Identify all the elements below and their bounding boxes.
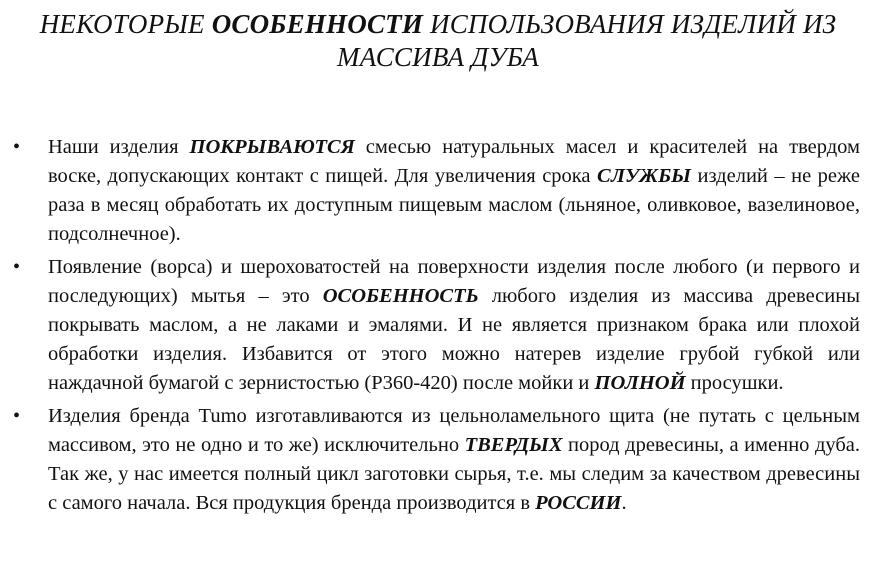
bullet-icon: • bbox=[13, 136, 21, 158]
item-text: Появление (ворса) и шероховатостей на поверхности изделия после любого (и первого и последующих) мытья – это bbox=[48, 256, 860, 307]
item-text: . bbox=[621, 492, 627, 514]
item-text: любого изделия из массива древесины покрывать маслом, а не лаками и эмалями. И не является признаком брака или плохой обработки изделия. Избавится от этого можно натерев изделие грубой губкой или наждачной бумагой с зернистостью (Р360-420) после мойки и bbox=[48, 285, 860, 394]
item-emphasis: ТВЕРДЫХ bbox=[464, 434, 563, 456]
item-emphasis: ПОКРЫВАЮТСЯ bbox=[189, 136, 355, 158]
item-emphasis: ПОЛНОЙ bbox=[594, 372, 686, 394]
features-list bbox=[0, 133, 876, 522]
item-emphasis: ОСОБЕННОСТЬ bbox=[322, 285, 479, 307]
item-text: Наши изделия bbox=[48, 136, 190, 158]
title-emphasis: ОСОБЕННОСТИ bbox=[211, 9, 424, 39]
document-title bbox=[20, 8, 856, 74]
item-emphasis: РОССИИ bbox=[535, 492, 622, 514]
item-emphasis: СЛУЖБЫ bbox=[597, 165, 691, 187]
bullet-icon: • bbox=[13, 405, 21, 427]
list-item bbox=[0, 133, 876, 249]
title-text-1: НЕКОТОРЫЕ bbox=[39, 9, 212, 39]
item-text: Изделия бренда Tumo изготавливаются из цельноламельного щита (не путать с цельным массивом, это не одно и то же) исключительно bbox=[48, 405, 860, 456]
item-text: смесью натуральных масел и красителей на твердом воске, допускающих контакт с пищей. Для увеличения срока bbox=[48, 136, 860, 187]
title-text-2: ИСПОЛЬЗОВАНИЯ ИЗДЕЛИЙ ИЗ МАССИВА ДУБА bbox=[337, 9, 837, 72]
item-text: изделий – не реже раза в месяц обработать их доступным пищевым маслом (льняное, оливковое, вазелиновое, подсолнечное). bbox=[48, 165, 861, 245]
item-text: просушки. bbox=[685, 372, 784, 394]
bullet-icon: • bbox=[13, 256, 21, 278]
list-item bbox=[0, 253, 876, 398]
item-text: пород древесины, а именно дуба. Так же, у нас имеется полный цикл заготовки сырья, т.е. мы следим за качеством древесины с самого начала. Вся продукция бренда производится в bbox=[48, 434, 861, 514]
list-item bbox=[0, 402, 876, 518]
